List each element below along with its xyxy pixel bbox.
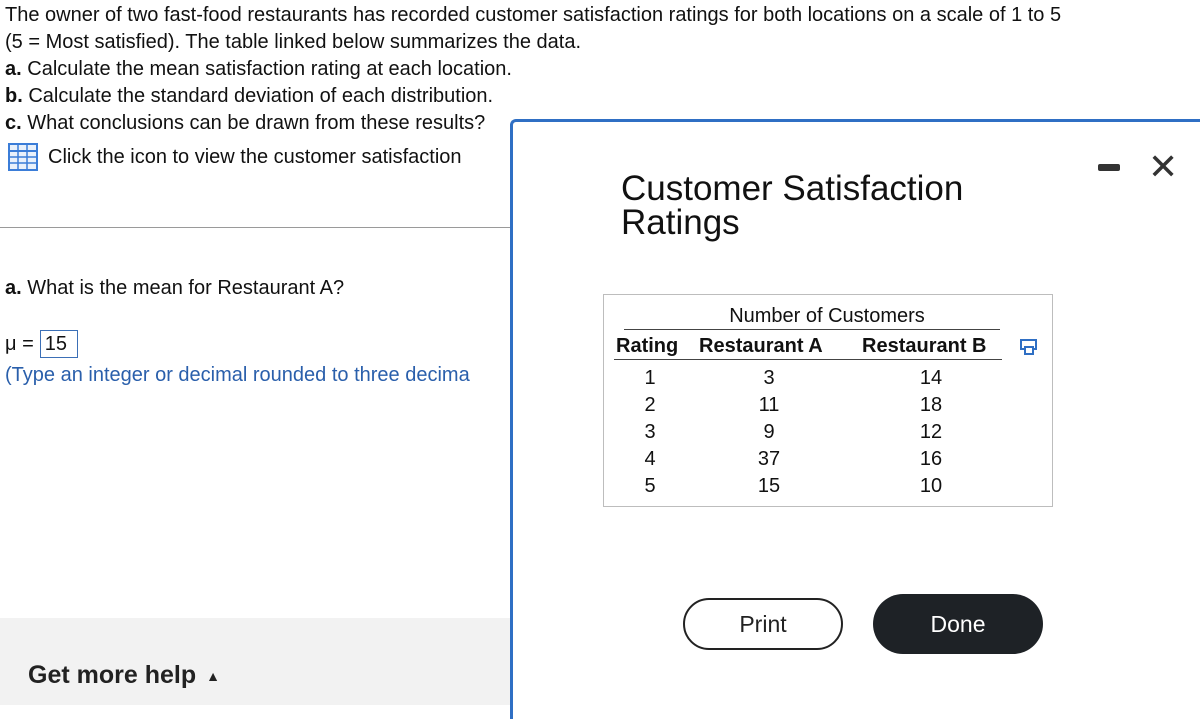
table-cell: 12 [919, 421, 943, 443]
header-restaurant-b: Restaurant B [862, 335, 987, 357]
answer-row [5, 330, 78, 358]
table-grid-icon[interactable] [8, 143, 38, 171]
span-header: Number of Customers [729, 305, 925, 327]
table-cell: 18 [919, 394, 943, 416]
rating-column [639, 365, 661, 500]
part-c-text: What conclusions can be drawn from these results? [27, 112, 486, 134]
minimize-icon[interactable] [1098, 164, 1120, 171]
get-more-help-button[interactable] [28, 661, 220, 690]
mu-symbol: μ = [5, 332, 34, 355]
current-question [5, 277, 344, 300]
done-button[interactable]: Done [873, 594, 1043, 654]
table-cell: 16 [919, 448, 943, 470]
question-text [5, 2, 1061, 137]
table-cell: 10 [919, 475, 943, 497]
help-label[interactable]: Get more help [28, 661, 197, 689]
question-line-2: (5 = Most satisfied). The table linked below summarizes the data. [5, 31, 582, 53]
copy-icon[interactable] [1019, 337, 1039, 357]
header-rule [614, 359, 1002, 360]
table-cell: 37 [757, 448, 781, 470]
question-line-1: The owner of two fast-food restaurants has recorded customer satisfaction ratings for both locations on a scale of 1 to 5 [5, 4, 1062, 26]
table-cell: 5 [644, 475, 656, 497]
table-cell: 4 [644, 448, 656, 470]
section-divider [0, 227, 512, 228]
data-link-text[interactable]: Click the icon to view the customer satisfaction [48, 145, 462, 168]
part-b-text: Calculate the standard deviation of each distribution. [28, 85, 494, 107]
question-part-a [5, 56, 1061, 83]
caret-up-icon: ▲ [206, 667, 220, 684]
table-cell: 3 [763, 367, 775, 389]
current-part-text: What is the mean for Restaurant A? [27, 277, 345, 299]
data-table-link[interactable] [8, 143, 462, 171]
table-cell: 11 [758, 394, 780, 416]
table-cell: 1 [644, 367, 656, 389]
close-icon[interactable]: ✕ [1148, 146, 1179, 187]
table-cell: 14 [919, 367, 943, 389]
span-header-rule [624, 329, 1000, 330]
restaurant-a-column [744, 365, 794, 500]
print-button[interactable]: Print [683, 598, 843, 650]
data-table [603, 294, 1053, 507]
answer-hint: (Type an integer or decimal rounded to three decima [5, 364, 470, 386]
table-cell: 2 [644, 394, 656, 416]
restaurant-b-column [906, 365, 956, 500]
question-part-b [5, 83, 1061, 110]
part-a-label: a. [5, 58, 22, 80]
header-rating: Rating [616, 335, 679, 357]
data-dialog [510, 119, 1200, 719]
dialog-title: Customer Satisfaction Ratings [621, 169, 964, 242]
part-a-text: Calculate the mean satisfaction rating at each location. [27, 58, 512, 80]
current-part-label: a. [5, 277, 22, 299]
table-cell: 9 [763, 421, 775, 443]
header-restaurant-a: Restaurant A [699, 335, 823, 357]
part-b-label: b. [5, 85, 23, 107]
answer-input[interactable]: 15 [40, 330, 78, 358]
table-cell: 3 [644, 421, 656, 443]
part-c-label: c. [5, 112, 22, 134]
table-cell: 15 [757, 475, 781, 497]
